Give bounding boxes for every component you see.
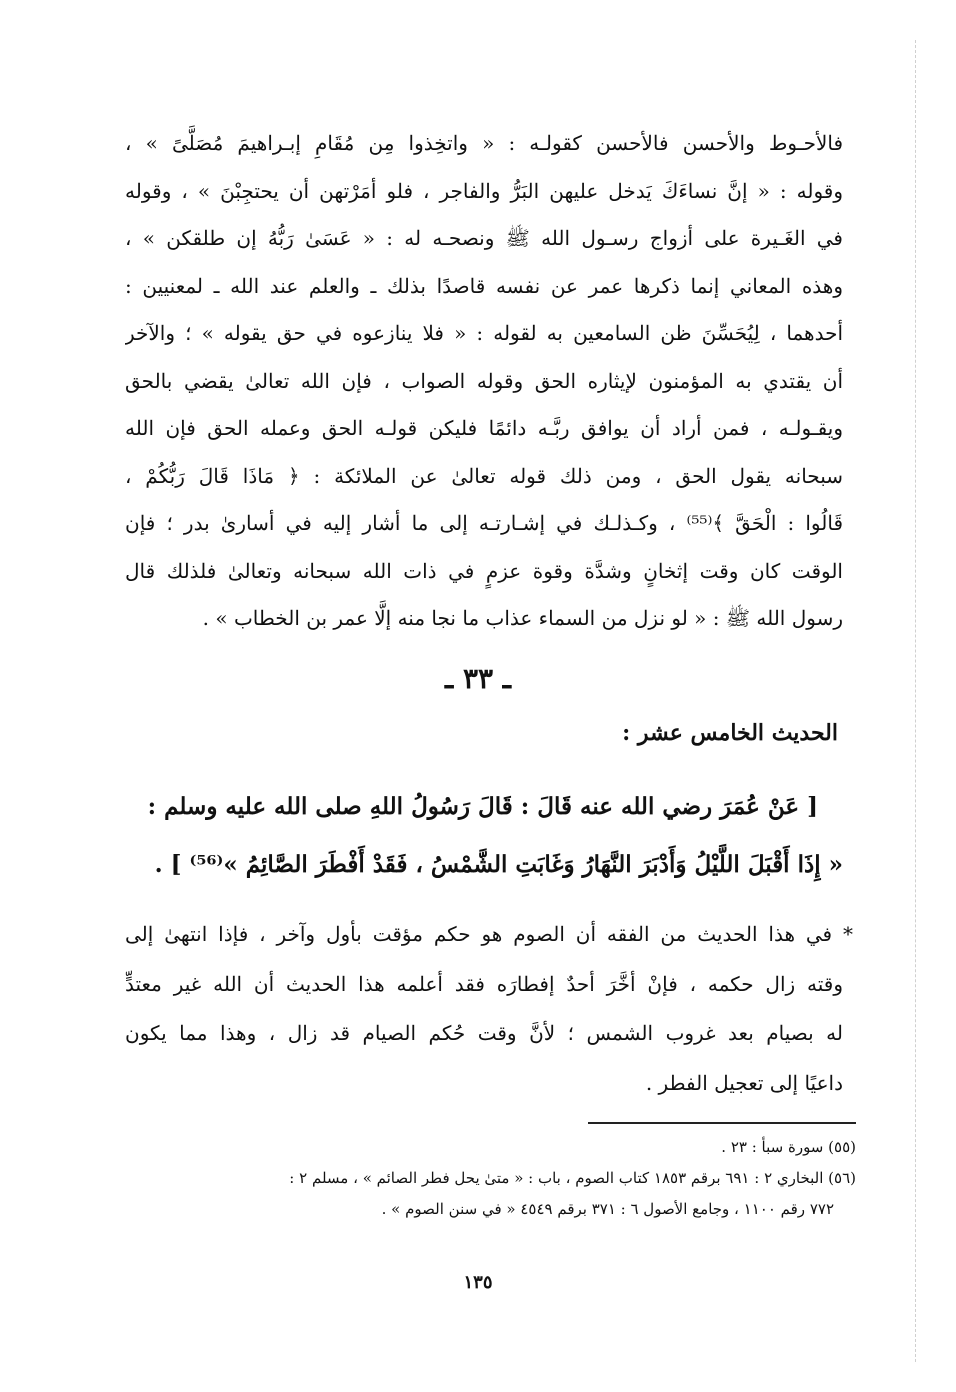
hadith-heading: الحديث الخامس عشر : <box>622 720 838 746</box>
text-line: رسول الله ﷺ : « لو نزل من السماء عذاب ما نجا منه إلَّا عمر بن الخطاب » . <box>202 606 843 630</box>
text-line: وقوله : « إنَّ نساءَكَ يَدخل عليهن البَرُّ والفاجر ، فلو أمَرْتهن أن يحتجِبْنَ » ، وقوله <box>125 178 843 203</box>
text-line: أحدهما ، لِيُحَسِّنَ ظن السامعين به لقوله : « فلا ينازعوه في حق يقوله » ؛ والآخر <box>125 321 843 345</box>
hadith-line: [ عَنْ عُمَرَ رضي الله عنه قَالَ : قَالَ رَسُولُ اللهِ صلى الله عليه وسلم : <box>147 793 818 820</box>
footnote-56-continued: ٧٧٢ رقم ١١٠٠ ، وجامع الأصول ٦ : ٣٧١ برقم ٤٥٤٩ « في سنن الصوم » . <box>381 1200 834 1218</box>
hadith-text <box>125 778 843 894</box>
text-line: وقته زال حكمه ، فإنْ أخَّرَ أحدٌ إفطارَه فقد أعلمه هذا الحديث أن الله غير معتدٍّ <box>125 971 843 996</box>
text-line: أن يقتدي به المؤمنون لإيثاره الحق وقوله الصواب ، فإن الله تعالىٰ يقضي بالحق <box>125 368 843 393</box>
text-line: قَالُوا : الْحَقَّ ﴾⁽⁵⁵⁾ ، وكـذلـك في إشـارتـه إلى ما أشار إليه في أسارىٰ بدر ؛ فإن <box>125 511 843 535</box>
hadith-line: « إِذَا أَقْبَلَ اللَّيْلُ وَأَدْبَرَ النَّهَارُ وَغَابَتِ الشَّمْسُ ، فَقَدْ أَفْطَرَ الصَّائِمُ »⁽⁵⁶⁾ ] . <box>154 851 843 878</box>
page-edge-line <box>915 40 916 1362</box>
text-line: له بصيام بعد غروب الشمس ؛ لأنَّ وقت حُكم الصيام قد زال ، وهذا مما يكون <box>125 1021 843 1045</box>
paragraph-1 <box>125 120 843 643</box>
text-line: وهذه المعاني إنما ذكرها عمر عن نفسه قاصدًا بذلك ـ والعلم عند الله ـ لمعنيين : <box>125 273 843 298</box>
page-number: ١٣٥ <box>463 1272 493 1293</box>
text-line: ويقـولـه ، فمن أراد أن يوافق ربَّـه دائمًا فليكن قولـه الحق وعمله الحق فإن الله <box>125 416 843 440</box>
text-line: فالأحـوط والأحسن فالأحسن كقولـه : « واتخِذوا مِن مُقَامِ إبـراهيمَ مُصَلَّىً » ، <box>125 131 843 155</box>
text-line: * في هذا الحديث من الفقه أن الصوم هو حكم مؤقت بأول وآخر ، فإذا انتهىٰ إلى <box>125 922 853 946</box>
text-line: الوقت كان وقت إثخانٍ وشدَّة وقوة عزمٍ في ذات الله سبحانه وتعالىٰ فلذلك قال <box>125 558 843 583</box>
hadith-number: ـ ٣٣ ـ <box>445 662 511 695</box>
text-line: سبحانه يقول الحق ، ومن ذلك قوله تعالىٰ عن الملائكة : ﴿ مَاذَا قَالَ رَبُّكُمْ ، <box>125 463 843 488</box>
footnote-separator <box>588 1122 856 1124</box>
commentary-paragraph <box>125 910 853 1108</box>
footnote-55: (٥٥) سورة سبأ : ٢٣ . <box>721 1138 856 1156</box>
text-line: داعيًا إلى تعجيل الفطر . <box>645 1070 843 1095</box>
footnotes <box>118 1132 856 1225</box>
footnote-56: (٥٦) البخاري ٢ : ٦٩١ برقم ١٨٥٣ كتاب الصوم ، باب : « متىٰ يحل فطر الصائم » ، مسلم ٢ : <box>289 1169 856 1187</box>
text-line: في الغَـيرة على أزواج رسـول الله ﷺ ونصحـه له : « عَسَىٰ رَبُّهُ إن طلقكن » ، <box>125 226 843 250</box>
